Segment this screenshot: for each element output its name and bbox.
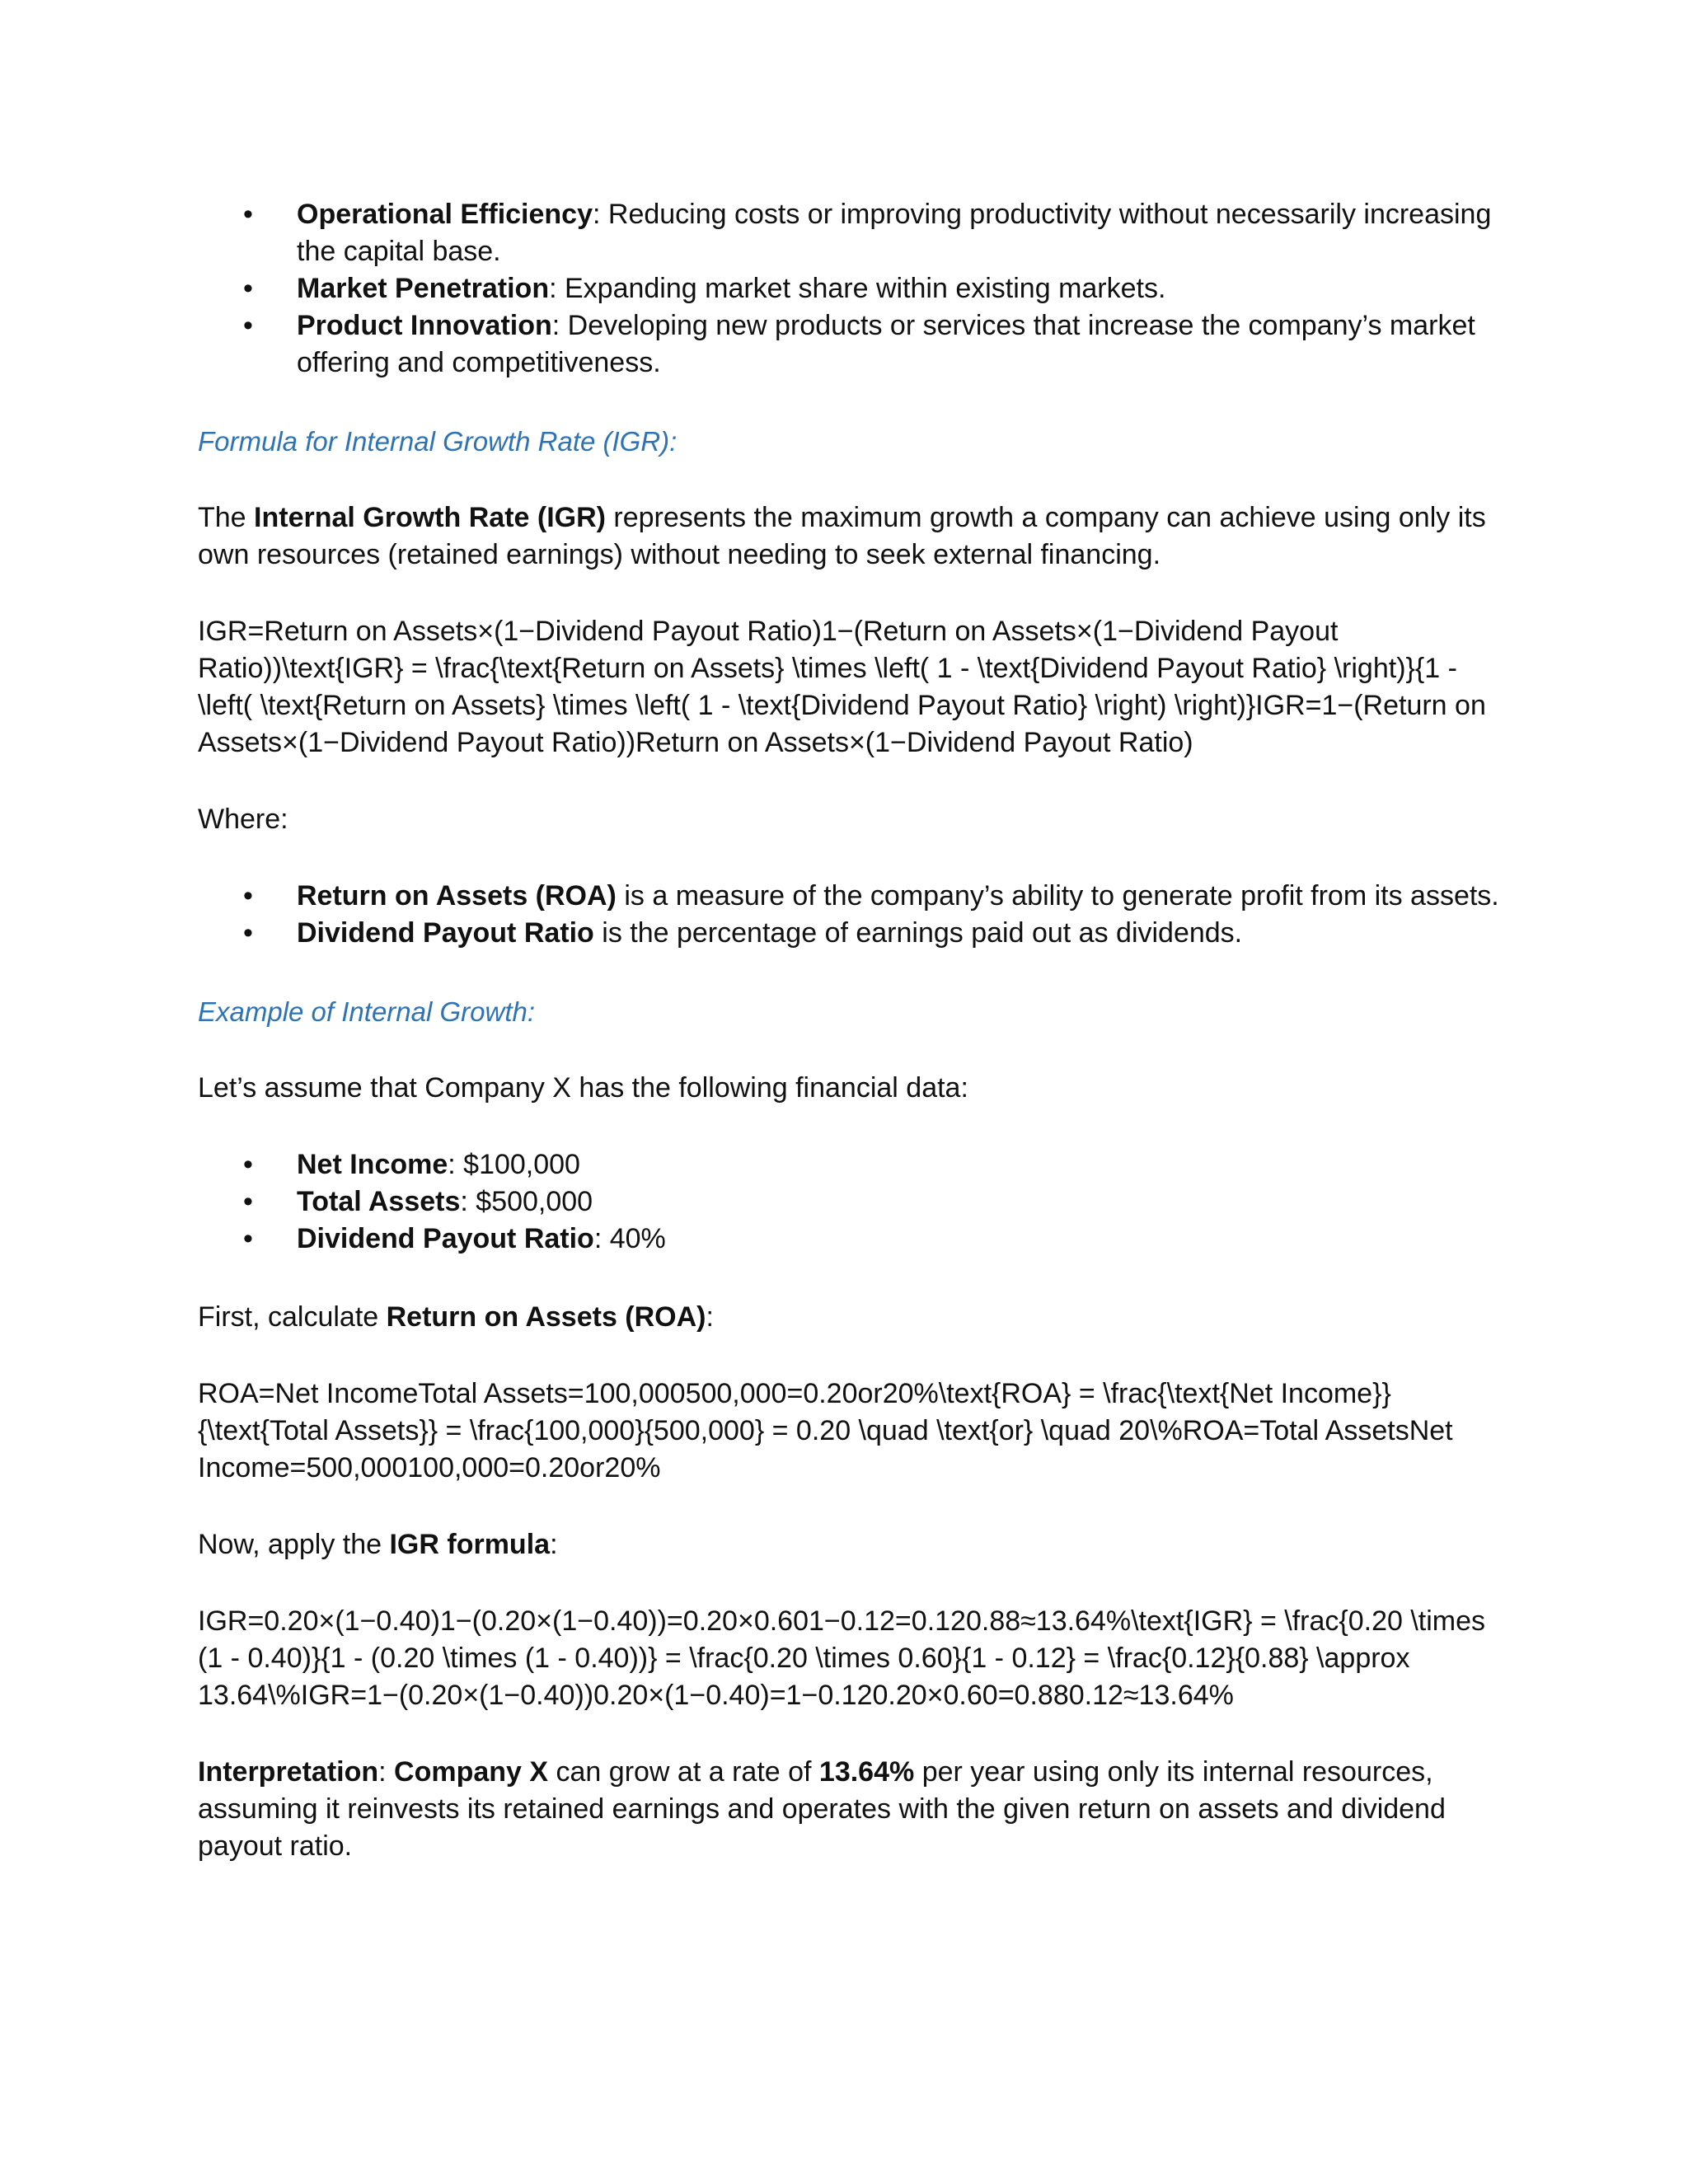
bullet-icon: • — [243, 273, 253, 304]
list-item-term: Market Penetration — [297, 273, 550, 304]
list-item — [198, 1221, 1517, 1258]
list-item-text: : 40% — [593, 1223, 666, 1254]
igr-intro-pre: The — [198, 502, 255, 533]
list-item — [198, 915, 1517, 952]
list-item-term: Dividend Payout Ratio — [297, 917, 594, 949]
list-item — [198, 878, 1517, 915]
list-item-text: : Reducing costs or improving productivity without necessarily increasing the capital base. — [297, 199, 1492, 267]
list-item — [198, 1183, 1517, 1221]
apply-intro — [198, 1526, 1517, 1563]
bullet-icon: • — [243, 880, 253, 912]
apply-intro-pre: Now, apply the — [198, 1529, 390, 1560]
roa-intro-pre: First, calculate — [198, 1301, 387, 1333]
interpretation-mid: can grow at a rate of — [548, 1756, 819, 1788]
where-label: Where: — [198, 804, 288, 835]
interpretation-label: Interpretation — [198, 1756, 379, 1788]
list-item-term: Operational Efficiency — [297, 199, 593, 230]
bullet-icon: • — [243, 1149, 253, 1180]
roa-intro-post: : — [706, 1301, 714, 1333]
igr-intro-paragraph — [198, 499, 1517, 574]
list-item-term: Product Innovation — [297, 310, 552, 341]
apply-intro-term: IGR formula — [389, 1529, 551, 1560]
interpretation-rate: 13.64% — [818, 1756, 915, 1788]
interpretation-post: per year using only its internal resources, assuming it reinvests its retained earnings and operates with the given return on assets and dividend payout ratio. — [198, 1756, 1446, 1862]
list-item-text: : Developing new products or services that increase the company’s market offering and competitiveness. — [297, 310, 1475, 378]
list-item-text: : $100,000 — [448, 1149, 580, 1180]
example-heading: Example of Internal Growth: — [198, 996, 536, 1027]
list-item — [198, 196, 1517, 270]
roa-intro — [198, 1299, 1517, 1336]
definitions-list — [198, 878, 1517, 952]
list-item-text: is a measure of the company’s ability to generate profit from its assets. — [616, 880, 1499, 912]
interpretation-colon: : — [378, 1756, 395, 1788]
apply-intro-post: : — [550, 1529, 558, 1560]
list-item-text: is the percentage of earnings paid out as dividends. — [593, 917, 1243, 949]
igr-calculation: IGR=0.20×(1−0.40)1−(0.20×(1−0.40))=0.20×0.601−0.12=0.120.88≈13.64%\text{IGR} = \frac{0.20 \times (1 - 0.40)}{1 - (0.20 \times (1 - 0.40))} = \frac{0.20 \times 0.60}{1 - 0.12} = \frac{0.12}{0.88} \approx 13.64\%IGR=1−(0.20×(1−0.40))0.20×(1−0.40)=1−0.120.20×0.60=0.880.12≈13.64% — [198, 1605, 1486, 1711]
list-item-term: Total Assets — [297, 1186, 461, 1217]
list-item-term: Net Income — [297, 1149, 448, 1180]
roa-intro-term: Return on Assets (ROA) — [386, 1301, 706, 1333]
list-item-text: : Expanding market share within existing markets. — [549, 273, 1166, 304]
list-item-term: Return on Assets (ROA) — [297, 880, 617, 912]
growth-strategies-list — [198, 196, 1517, 382]
list-item-term: Dividend Payout Ratio — [297, 1223, 594, 1254]
document-body — [198, 196, 1517, 1865]
example-intro: Let’s assume that Company X has the following financial data: — [198, 1072, 968, 1104]
bullet-icon: • — [243, 1186, 253, 1217]
list-item — [198, 307, 1517, 382]
list-item-text: : $500,000 — [460, 1186, 593, 1217]
bullet-icon: • — [243, 917, 253, 949]
roa-formula: ROA=Net IncomeTotal Assets=100,000500,000=0.20or20%\text{ROA} = \frac{\text{Net Income}}{\text{Total Assets}} = \frac{100,000}{500,000} = 0.20 \quad \text{or} \quad 20\%ROA=Total AssetsNet Income=500,000100,000=0.20or20% — [198, 1378, 1453, 1483]
bullet-icon: • — [243, 1223, 253, 1254]
igr-heading: Formula for Internal Growth Rate (IGR): — [198, 426, 678, 457]
list-item — [198, 1146, 1517, 1183]
bullet-icon: • — [243, 199, 253, 230]
bullet-icon: • — [243, 310, 253, 341]
igr-formula: IGR=Return on Assets×(1−Dividend Payout Ratio)1−(Return on Assets×(1−Dividend Payout Ratio))\text{IGR} = \frac{\text{Return on Assets} \times \left( 1 - \text{Dividend Payout Ratio} \right)}{1 - \left( \text{Return on Assets} \times \left( 1 - \text{Dividend Payout Ratio} \right) \right)}IGR=1−(Return on Assets×(1−Dividend Payout Ratio))Return on Assets×(1−Dividend Payout Ratio) — [198, 616, 1486, 758]
financial-data-list — [198, 1146, 1517, 1258]
igr-intro-term: Internal Growth Rate (IGR) — [254, 502, 606, 533]
interpretation-paragraph — [198, 1754, 1517, 1865]
interpretation-company: Company X — [394, 1756, 549, 1788]
list-item — [198, 270, 1517, 307]
igr-intro-post: represents the maximum growth a company can achieve using only its own resources (retained earnings) without needing to seek external financing. — [198, 502, 1486, 570]
